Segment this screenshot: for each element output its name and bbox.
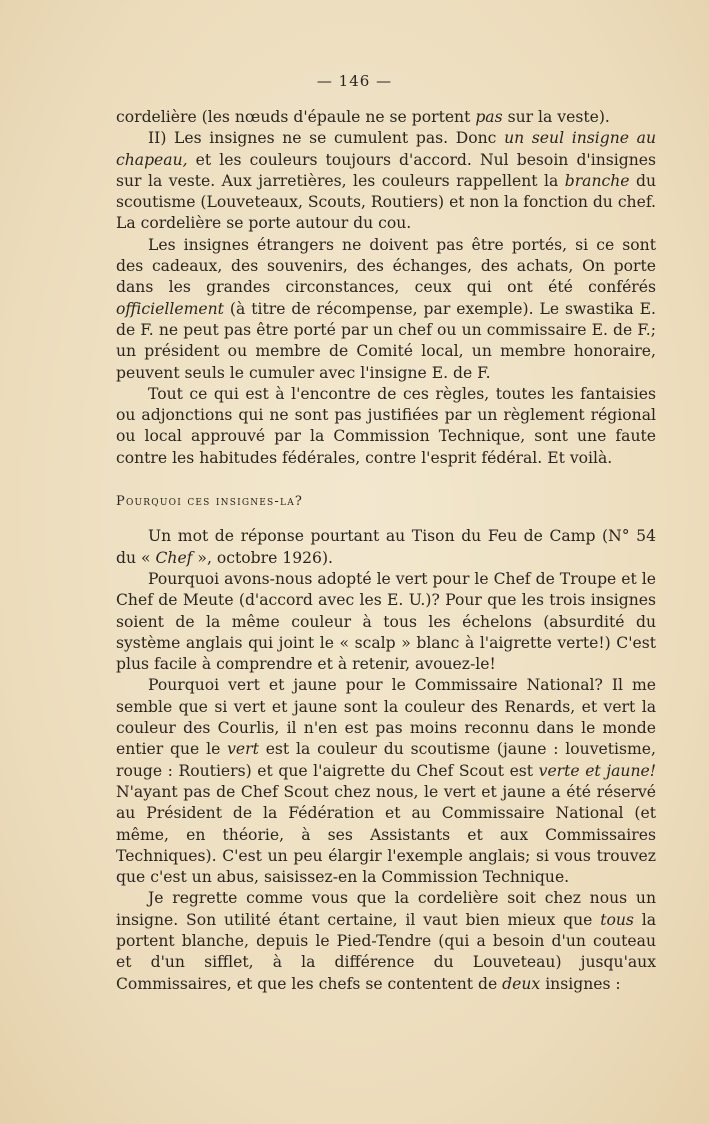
paragraph: Un mot de réponse pourtant au Tison du Feu de Camp (N° 54 du « Chef », octobre 1926). [116, 527, 656, 567]
paragraph: Je regrette comme vous que la cordelière soit chez nous un insigne. Son utilité étant certaine, il vaut bien mieux que tous la portent blanche, depuis le Pied-Tendre (qui a besoin d'un couteau et d'un sifflet, à la différence du Louveteau) jusqu'aux Commissaires, et que les chefs se contentent de deux insignes : [116, 889, 656, 993]
page-number: — 146 — [316, 72, 393, 90]
paragraph: cordelière (les nœuds d'épaule ne se portent pas sur la veste). [116, 108, 610, 126]
paragraph: Les insignes étrangers ne doivent pas être portés, si ce sont des cadeaux, des souvenirs, des échanges, des achats, On porte dans les grandes circonstances, ceux qui ont été conférés officiellement (à titre de récompense, par exemple). Le swastika E. de F. ne peut pas être porté par un chef ou un commissaire E. de F.; un président ou membre de Comité local, un membre honoraire, peuvent seuls le cumuler avec l'insigne E. de F. [116, 235, 656, 382]
page-body [116, 107, 656, 995]
paragraph: II) Les insignes ne se cumulent pas. Donc un seul insigne au chapeau, et les couleurs toujours d'accord. Nul besoin d'insignes sur la veste. Aux jarretières, les couleurs rappellent la branche du scoutisme (Louveteaux, Scouts, Routiers) et non la fonction du chef. La cordelière se porte autour du cou. [116, 129, 656, 233]
paragraph: Tout ce qui est à l'encontre de ces règles, toutes les fantaisies ou adjonctions qui ne sont pas justifiées par un règlement régional ou local approuvé par la Commission Technique, sont une faute contre les habitudes fédérales, contre l'esprit fédéral. Et voilà. [116, 384, 656, 467]
section-heading: Pourquoi ces insignes-la? [116, 494, 304, 510]
paragraph: Pourquoi avons-nous adopté le vert pour le Chef de Troupe et le Chef de Meute (d'accord avec les E. U.)? Pour que les trois insignes soient de la même couleur à tous les échelons (absurdité du système anglais qui joint le « scalp » blanc à l'aigrette verte!) C'est plus facile à comprendre et à retenir, avouez-le! [116, 569, 656, 674]
paragraph: Pourquoi vert et jaune pour le Commissaire National? Il me semble que si vert et jaune sont la couleur des Renards, et vert la couleur des Courlis, il n'en est pas moins reconnu dans le monde entier que le vert est la couleur du scoutisme (jaune : louvetisme, rouge : Routiers) et que l'aigrette du Chef Scout est verte et jaune! N'ayant pas de Chef Scout chez nous, le vert et jaune a été réservé au Président de la Fédération et au Commissaire National (et même, en théorie, à ses Assistants et aux Commissaires Techniques). C'est un peu élargir l'exemple anglais; si vous trouvez que c'est un abus, saisissez-en la Commission Technique. [116, 676, 656, 887]
